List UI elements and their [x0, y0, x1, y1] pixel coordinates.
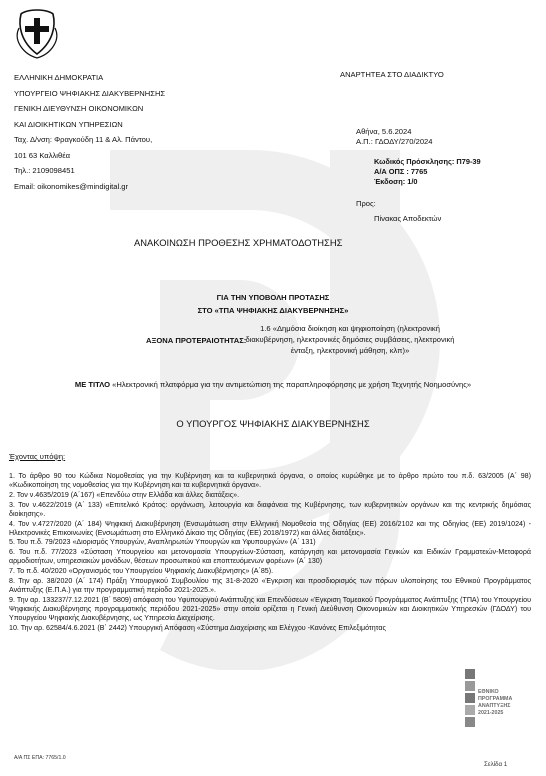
logo-line: 2021-2025: [478, 710, 504, 716]
issuer-postcode: 101 63 Καλλιθέα: [14, 150, 70, 160]
list-item: 10. Την αρ. 62584/4.6.2021 (Β΄ 2442) Υπουργική Απόφαση «Σύστημα Διαχείρισης και Ελέγχου -Κανόνες Επιλεξιμότητας: [9, 623, 386, 632]
title-prefix: ΜΕ ΤΙΤΛΟ: [74, 380, 111, 389]
considerations-label: Έχοντας υπόψη:: [9, 452, 66, 461]
coat-of-arms-icon: [15, 8, 59, 60]
submission-heading: ΓΙΑ ΤΗΝ ΥΠΟΒΟΛΗ ΠΡΟΤΑΣΗΣ: [216, 293, 330, 302]
considerations-list: [9, 472, 531, 633]
page-number: Σελίδα 1: [484, 761, 508, 768]
issuer-email: Email: oikonomikes@mindigital.gr: [14, 181, 129, 191]
logo-text: [478, 689, 512, 717]
list-item: 3. Τον ν.4622/2019 (Α΄ 133) «Επιτελικό Κράτος: οργάνωση, λειτουργία και διαφάνεια της Κυβέρνησης, των κυβερνητικών οργάνων και της κεντρικής δημόσιας διοίκησης».: [9, 500, 531, 518]
call-code: Κωδικός Πρόσκλησης: Π79-39: [374, 157, 481, 166]
logo-line: ΕΘΝΙΚΟ: [478, 689, 499, 695]
ops-number: Α/Α ΟΠΣ : 7765: [374, 167, 428, 176]
recipient-block: [356, 196, 441, 226]
footer-reference: Α/Α ΠΣ ΕΠΑ: 7765/1.0: [14, 755, 66, 761]
list-item: 8. Την αρ. 38/2020 (Α΄ 174) Πράξη Υπουργικού Συμβουλίου της 31-8-2020 «Έγκριση και προσδιορισμός των πόρων υλοποίησης του Εθνικού Προγράμματος Ανάπτυξης (Ε.Π.Α.) για την προγραμματική περίοδο 2021-2025.».: [9, 576, 531, 594]
list-item: 1. Το άρθρο 90 του Κώδικα Νομοθεσίας για την Κυβέρνηση και τα κυβερνητικά όργανα, ο οποίος κυρώθηκε με το άρθρο πρώτο του π.δ. 63/2005 (Α΄ 98) «Κωδικοποίηση της νομοθεσίας για την Κυβέρνηση και τα κυβερνητικά όργανα».: [9, 472, 531, 490]
title-text: «Ηλεκτρονική πλατφόρμα για την αντιμετώπιση της παραπληροφόρησης με χρήση Τεχνητής Νοημοσύνης»: [112, 380, 472, 389]
issuer-phone: Τηλ.: 2109098451: [14, 166, 75, 175]
protocol-number: Α.Π.: ΓΔΟΔΥ/270/2024: [356, 137, 433, 146]
list-item: 9. Την αρ. 133237/7.12.2021 (Β΄ 5809) απόφαση του Υφυπουργού Ανάπτυξης και Επενδύσεων «Έγκριση Τομεακού Προγράμματος Ανάπτυξης (ΤΠΑ) του Υπουργείου Ψηφιακής Διακυβέρνησης προγραμματικής περιόδου 2021-2025» στην οποία ορίζεται η Γενική Διεύθυνση Οικονομικών και Διοικητικών Υπηρεσιών (ΓΔΟΔΥ) του Υπουργείου Ψηφιακής Διακυβέρνησης, ως Υπηρεσία Διαχείρισης.: [9, 595, 531, 623]
list-item: 7. Το π.δ. 40/2020 «Οργανισμός του Υπουργείου Ψηφιακής Διακυβέρνησης» (Α΄85).: [9, 567, 274, 576]
recipient-value: Πίνακας Αποδεκτών: [374, 214, 442, 223]
document-date: Αθήνα, 5.6.2024: [356, 127, 412, 136]
issuer-line: ΓΕΝΙΚΗ ΔΙΕΥΘΥΝΣΗ ΟΙΚΟΝΟΜΙΚΩΝ: [14, 104, 144, 113]
edition-number: Έκδοση: 1/0: [374, 177, 418, 186]
list-item: 5. Του π.δ. 79/2023 «Διορισμός Υπουργών, Αναπληρωτών Υπουργών και Υφυπουργών» (Α΄ 131): [9, 538, 316, 547]
date-block: [356, 127, 433, 147]
issuer-line: ΚΑΙ ΔΙΟΙΚΗΤΙΚΩΝ ΥΠΗΡΕΣΙΩΝ: [14, 119, 123, 129]
list-item: 6. Του π.δ. 77/2023 «Σύσταση Υπουργείου και μετονομασία Υπουργείων-Σύσταση, κατάργηση και μετονομασία Γενικών και Ειδικών Γραμματειών-Μεταφορά αρμοδιοτήτων, υπηρεσιακών μονάδων, θέσεων προσωπικού και εποπτευόμενων φορέων» (Α΄ 130): [9, 548, 531, 566]
issuer-line: ΥΠΟΥΡΓΕΙΟ ΨΗΦΙΑΚΗΣ ΔΙΑΚΥΒΕΡΝΗΣΗΣ: [14, 88, 166, 98]
issuer-address: Ταχ. Δ/νση: Φραγκούδη 11 & Αλ. Πάντου,: [14, 135, 153, 144]
priority-axis-label: ΑΞΟΝΑ ΠΡΟΤΕΡΑΙΟΤΗΤΑΣ:: [146, 336, 247, 345]
recipient-label: Προς:: [356, 199, 376, 208]
minister-heading: Ο ΥΠΟΥΡΓΟΣ ΨΗΦΙΑΚΗΣ ΔΙΑΚΥΒΕΡΝΗΣΗΣ: [176, 418, 370, 429]
announcement-heading: ΑΝΑΚΟΙΝΩΣΗ ΠΡΟΘΕΣΗΣ ΧΡΗΜΑΤΟΔΟΤΗΣΗΣ: [134, 237, 343, 248]
priority-axis-value: 1.6 «Δημόσια διοίκηση και ψηφιοποίηση (ηλεκτρονική διακυβέρνηση, ηλεκτρονικές δημόσιες συμβάσεις, ηλεκτρονική ένταξη, ηλεκτρονική μάθηση, κλπ)»: [245, 324, 455, 355]
posted-online-label: ΑΝΑΡΤΗΤΕΑ ΣΤΟ ΔΙΑΔΙΚΤΥΟ: [340, 70, 444, 79]
logo-line: ΠΡΟΓΡΑΜΜΑ: [478, 696, 513, 702]
list-item: 2. Τον ν.4635/2019 (Α΄167) «Επενδύω στην Ελλάδα και άλλες διατάξεις».: [9, 490, 240, 499]
list-item: 4. Τον ν.4727/2020 (Α΄ 184) Ψηφιακή Διακυβέρνηση (Ενσωμάτωση στην Ελληνική Νομοθεσία της Οδηγίας (ΕΕ) 2016/2102 και της Οδηγίας (ΕΕ) 2019/1024) - Ηλεκτρονικές Επικοινωνίες (Ενσωμάτωση στο Ελληνικό Δίκαιο της Οδηγίας (ΕΕ) 2018/1972) και άλλες διατάξεις».: [9, 519, 531, 537]
issuer-line: ΕΛΛΗΝΙΚΗ ΔΗΜΟΚΡΑΤΙΑ: [14, 73, 104, 82]
call-title: [24, 380, 522, 391]
issuer-block: [14, 70, 264, 194]
logo-line: ΑΝΑΠΤΥΞΗΣ: [478, 703, 511, 709]
code-block: [374, 157, 481, 187]
fund-heading: ΣΤΟ «ΤΠΑ ΨΗΦΙΑΚΗΣ ΔΙΑΚΥΒΕΡΝΗΣΗΣ»: [197, 306, 349, 315]
